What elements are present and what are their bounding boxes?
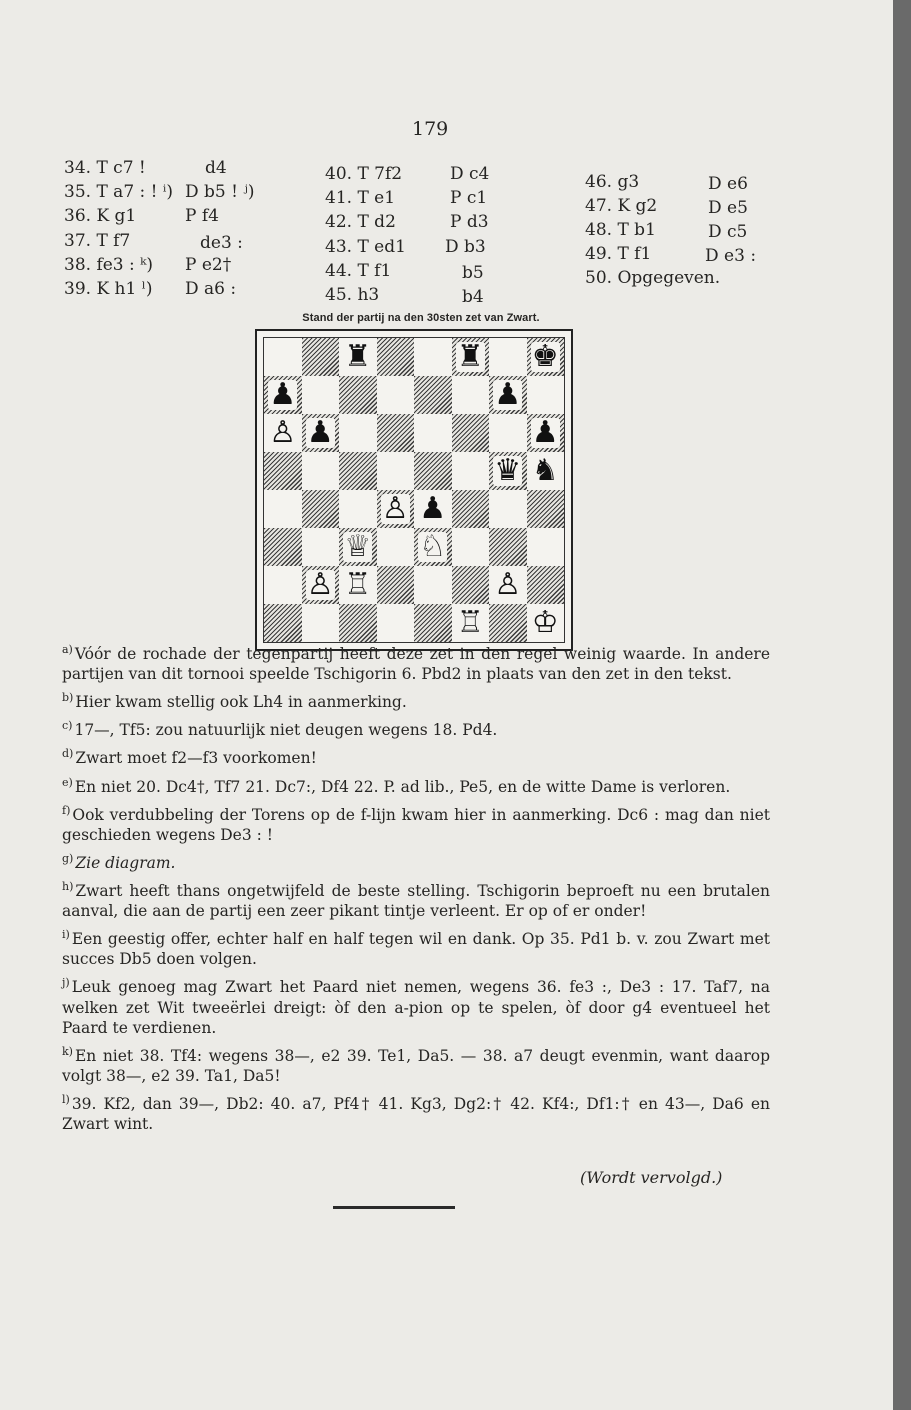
board-square bbox=[339, 566, 377, 604]
move-white: 37. T f7 bbox=[64, 231, 131, 251]
board-square bbox=[527, 414, 565, 452]
board-square bbox=[377, 376, 415, 414]
chess-piece: ♘ bbox=[419, 529, 447, 564]
board-square bbox=[452, 528, 490, 566]
chess-piece: ♟ bbox=[419, 491, 447, 526]
chess-piece: ♜ bbox=[456, 339, 484, 374]
move-black: D b5 ! ʲ) bbox=[185, 182, 255, 202]
move-black: P f4 bbox=[185, 206, 219, 226]
footnote bbox=[62, 849, 770, 873]
move-white: 36. K g1 bbox=[64, 206, 137, 226]
move-white: 45. h3 bbox=[325, 285, 380, 305]
board-square bbox=[377, 452, 415, 490]
board-square bbox=[527, 376, 565, 414]
board-square bbox=[452, 604, 490, 642]
board-square bbox=[527, 528, 565, 566]
footnote bbox=[62, 640, 770, 684]
move-black: d4 bbox=[205, 158, 227, 178]
footnote-label: b) bbox=[62, 691, 74, 705]
footnote-label: f) bbox=[62, 803, 71, 817]
move-white: 47. K g2 bbox=[585, 196, 658, 216]
diagram-caption: Stand der partij na den 30sten zet van Zwart. bbox=[302, 312, 540, 324]
footnote-text: 39. Kf2, dan 39—, Db2: 40. a7, Pf4† 41. Kg3, Dg2:† 42. Kf4:, Df1:† en 43—, Da6 en Zwart wint. bbox=[62, 1094, 770, 1133]
board-square bbox=[377, 490, 415, 528]
board-square bbox=[302, 376, 340, 414]
chess-piece: ♟ bbox=[306, 415, 334, 450]
board-square bbox=[339, 338, 377, 376]
footnote-text: Zwart heeft thans ongetwijfeld de beste stelling. Tschigorin beproeft nu een brutalen aanval, die aan de partij een zeer pikant tintje verleent. Er op of er onder! bbox=[62, 882, 770, 921]
board-square bbox=[414, 490, 452, 528]
footnote-text: 17—, Tf5: zou natuurlijk niet deugen wegens 18. Pd4. bbox=[74, 721, 498, 740]
move-white: 44. T f1 bbox=[325, 261, 392, 281]
footnote-label: a) bbox=[62, 643, 73, 656]
board-square bbox=[302, 528, 340, 566]
board-square bbox=[489, 566, 527, 604]
board-square bbox=[302, 338, 340, 376]
move-white: 49. T f1 bbox=[585, 244, 652, 264]
chess-piece: ♖ bbox=[344, 567, 372, 602]
board-square bbox=[452, 452, 490, 490]
footnote bbox=[62, 1090, 770, 1134]
footnote-text: Een geestig offer, echter half en half tegen wil en dank. Op 35. Pd1 b. v. zou Zwart met succes Db5 doen volgen. bbox=[62, 930, 770, 969]
board-square bbox=[527, 452, 565, 490]
footnote-text: Zie diagram. bbox=[75, 854, 176, 873]
chess-piece: ♞ bbox=[531, 453, 559, 488]
board-square bbox=[264, 528, 302, 566]
move-white: 34. T c7 ! bbox=[64, 158, 146, 178]
move-black: P e2† bbox=[185, 255, 232, 275]
board-square bbox=[339, 414, 377, 452]
footnote-label: j) bbox=[62, 976, 70, 990]
board-square bbox=[339, 490, 377, 528]
move-white: 50. Opgegeven. bbox=[585, 268, 721, 288]
footnote-label: k) bbox=[62, 1044, 73, 1058]
board-square bbox=[302, 490, 340, 528]
move-black: de3 : bbox=[200, 233, 243, 253]
board-square bbox=[264, 566, 302, 604]
board-square bbox=[489, 338, 527, 376]
board-square bbox=[339, 452, 377, 490]
footnote-label: h) bbox=[62, 880, 74, 894]
board-square bbox=[414, 376, 452, 414]
board-square bbox=[414, 338, 452, 376]
footnote-label: i) bbox=[62, 928, 70, 942]
board-square bbox=[452, 566, 490, 604]
board-square bbox=[339, 528, 377, 566]
board-square bbox=[339, 604, 377, 642]
chess-piece: ♔ bbox=[531, 605, 559, 640]
chess-piece: ♖ bbox=[456, 605, 484, 640]
chess-piece: ♟ bbox=[269, 377, 297, 412]
footnote bbox=[62, 688, 770, 712]
chess-diagram bbox=[255, 329, 573, 651]
footnote bbox=[62, 801, 770, 845]
footnote-text: En niet 20. Dc4†, Tf7 21. Dc7:, Df4 22. P. ad lib., Pe5, en de witte Dame is verloren. bbox=[74, 777, 731, 796]
board-square bbox=[452, 414, 490, 452]
chess-piece: ♕ bbox=[344, 529, 372, 564]
move-white: 42. T d2 bbox=[325, 212, 396, 232]
chess-piece: ♟ bbox=[494, 377, 522, 412]
move-white: 35. T a7 : ! ⁱ) bbox=[64, 182, 173, 202]
board-square bbox=[302, 566, 340, 604]
page-number: 179 bbox=[412, 118, 449, 140]
board-square bbox=[414, 452, 452, 490]
scan-edge bbox=[893, 0, 911, 1410]
move-black: P d3 bbox=[450, 212, 489, 232]
board-square bbox=[489, 604, 527, 642]
chess-piece: ♙ bbox=[306, 567, 334, 602]
footnote bbox=[62, 877, 770, 921]
footnote-text: Hier kwam stellig ook Lh4 in aanmerking. bbox=[75, 693, 407, 712]
footnote bbox=[62, 773, 770, 797]
move-black: D e5 bbox=[708, 198, 748, 218]
footnote-label: g) bbox=[62, 851, 74, 865]
board-square bbox=[489, 376, 527, 414]
move-black: D a6 : bbox=[185, 279, 237, 299]
board-square bbox=[414, 604, 452, 642]
move-white: 46. g3 bbox=[585, 172, 640, 192]
move-white: 48. T b1 bbox=[585, 220, 656, 240]
board-square bbox=[302, 604, 340, 642]
footnote-text: Ook verdubbeling der Torens op de f-lijn kwam hier in aanmerking. Dc6 : mag dan niet geschieden wegens De3 : ! bbox=[62, 805, 770, 844]
board-square bbox=[264, 604, 302, 642]
footnote bbox=[62, 1042, 770, 1086]
footnote-label: e) bbox=[62, 775, 73, 789]
board-square bbox=[377, 414, 415, 452]
move-black: D e6 bbox=[708, 174, 748, 194]
chess-piece: ♚ bbox=[531, 339, 559, 374]
board-square bbox=[377, 604, 415, 642]
board-square bbox=[339, 376, 377, 414]
board-square bbox=[489, 528, 527, 566]
board-square bbox=[489, 490, 527, 528]
board-square bbox=[414, 414, 452, 452]
footnote-text: Vóór de rochade der tegenpartij heeft deze zet in den regel weinig waarde. In andere partijen van dit tornooi speelde Tschigorin 6. Pbd2 in plaats van den zet in den tekst. bbox=[62, 645, 770, 684]
board-square bbox=[527, 490, 565, 528]
move-white: 38. fe3 : ᵏ) bbox=[64, 255, 153, 275]
continuation-note: (Wordt vervolgd.) bbox=[580, 1168, 723, 1187]
chess-piece: ♙ bbox=[381, 491, 409, 526]
chess-piece: ♛ bbox=[494, 453, 522, 488]
move-black: b5 bbox=[462, 263, 484, 283]
footnote bbox=[62, 925, 770, 969]
chess-piece: ♙ bbox=[494, 567, 522, 602]
footnote-text: Leuk genoeg mag Zwart het Paard niet nemen, wegens 36. fe3 :, De3 : 17. Taf7, na welken zet Wit tweeërlei dreigt: òf den a-pion op te spelen, òf door g4 eventueel het Paard te verdienen. bbox=[62, 978, 770, 1037]
board-square bbox=[489, 452, 527, 490]
footnote-text: Zwart moet f2—f3 voorkomen! bbox=[75, 749, 317, 768]
move-white: 39. K h1 ˡ) bbox=[64, 279, 153, 299]
board-square bbox=[302, 414, 340, 452]
board-square bbox=[264, 490, 302, 528]
board-square bbox=[527, 604, 565, 642]
board-square bbox=[527, 338, 565, 376]
move-black: b4 bbox=[462, 287, 484, 307]
board-square bbox=[452, 490, 490, 528]
move-black: D c4 bbox=[450, 164, 490, 184]
footnote bbox=[62, 744, 770, 768]
footnote bbox=[62, 716, 770, 740]
board-square bbox=[414, 528, 452, 566]
chess-piece: ♙ bbox=[269, 415, 297, 450]
chess-board-grid bbox=[263, 337, 565, 643]
board-square bbox=[302, 452, 340, 490]
board-square bbox=[377, 528, 415, 566]
footnote-label: c) bbox=[62, 719, 73, 733]
chess-piece: ♜ bbox=[344, 339, 372, 374]
move-black: D e3 : bbox=[705, 246, 757, 266]
move-black: P c1 bbox=[450, 188, 488, 208]
section-divider bbox=[333, 1206, 455, 1209]
footnotes bbox=[62, 640, 770, 1138]
board-square bbox=[264, 414, 302, 452]
board-square bbox=[264, 338, 302, 376]
board-square bbox=[527, 566, 565, 604]
board-square bbox=[264, 376, 302, 414]
move-white: 43. T ed1 bbox=[325, 237, 406, 257]
board-square bbox=[489, 414, 527, 452]
move-white: 41. T e1 bbox=[325, 188, 396, 208]
chess-piece: ♟ bbox=[531, 415, 559, 450]
board-square bbox=[452, 376, 490, 414]
move-white: 40. T 7f2 bbox=[325, 164, 403, 184]
footnote-text: En niet 38. Tf4: wegens 38—, e2 39. Te1, Da5. — 38. a7 deugt evenmin, want daarop volgt 38—, e2 39. Ta1, Da5! bbox=[62, 1046, 770, 1085]
footnote-label: l) bbox=[62, 1092, 70, 1106]
board-square bbox=[264, 452, 302, 490]
board-square bbox=[377, 566, 415, 604]
board-square bbox=[377, 338, 415, 376]
footnote bbox=[62, 973, 770, 1037]
board-square bbox=[452, 338, 490, 376]
move-black: D b3 bbox=[445, 237, 486, 257]
board-square bbox=[414, 566, 452, 604]
move-black: D c5 bbox=[708, 222, 748, 242]
footnote-label: d) bbox=[62, 747, 74, 761]
